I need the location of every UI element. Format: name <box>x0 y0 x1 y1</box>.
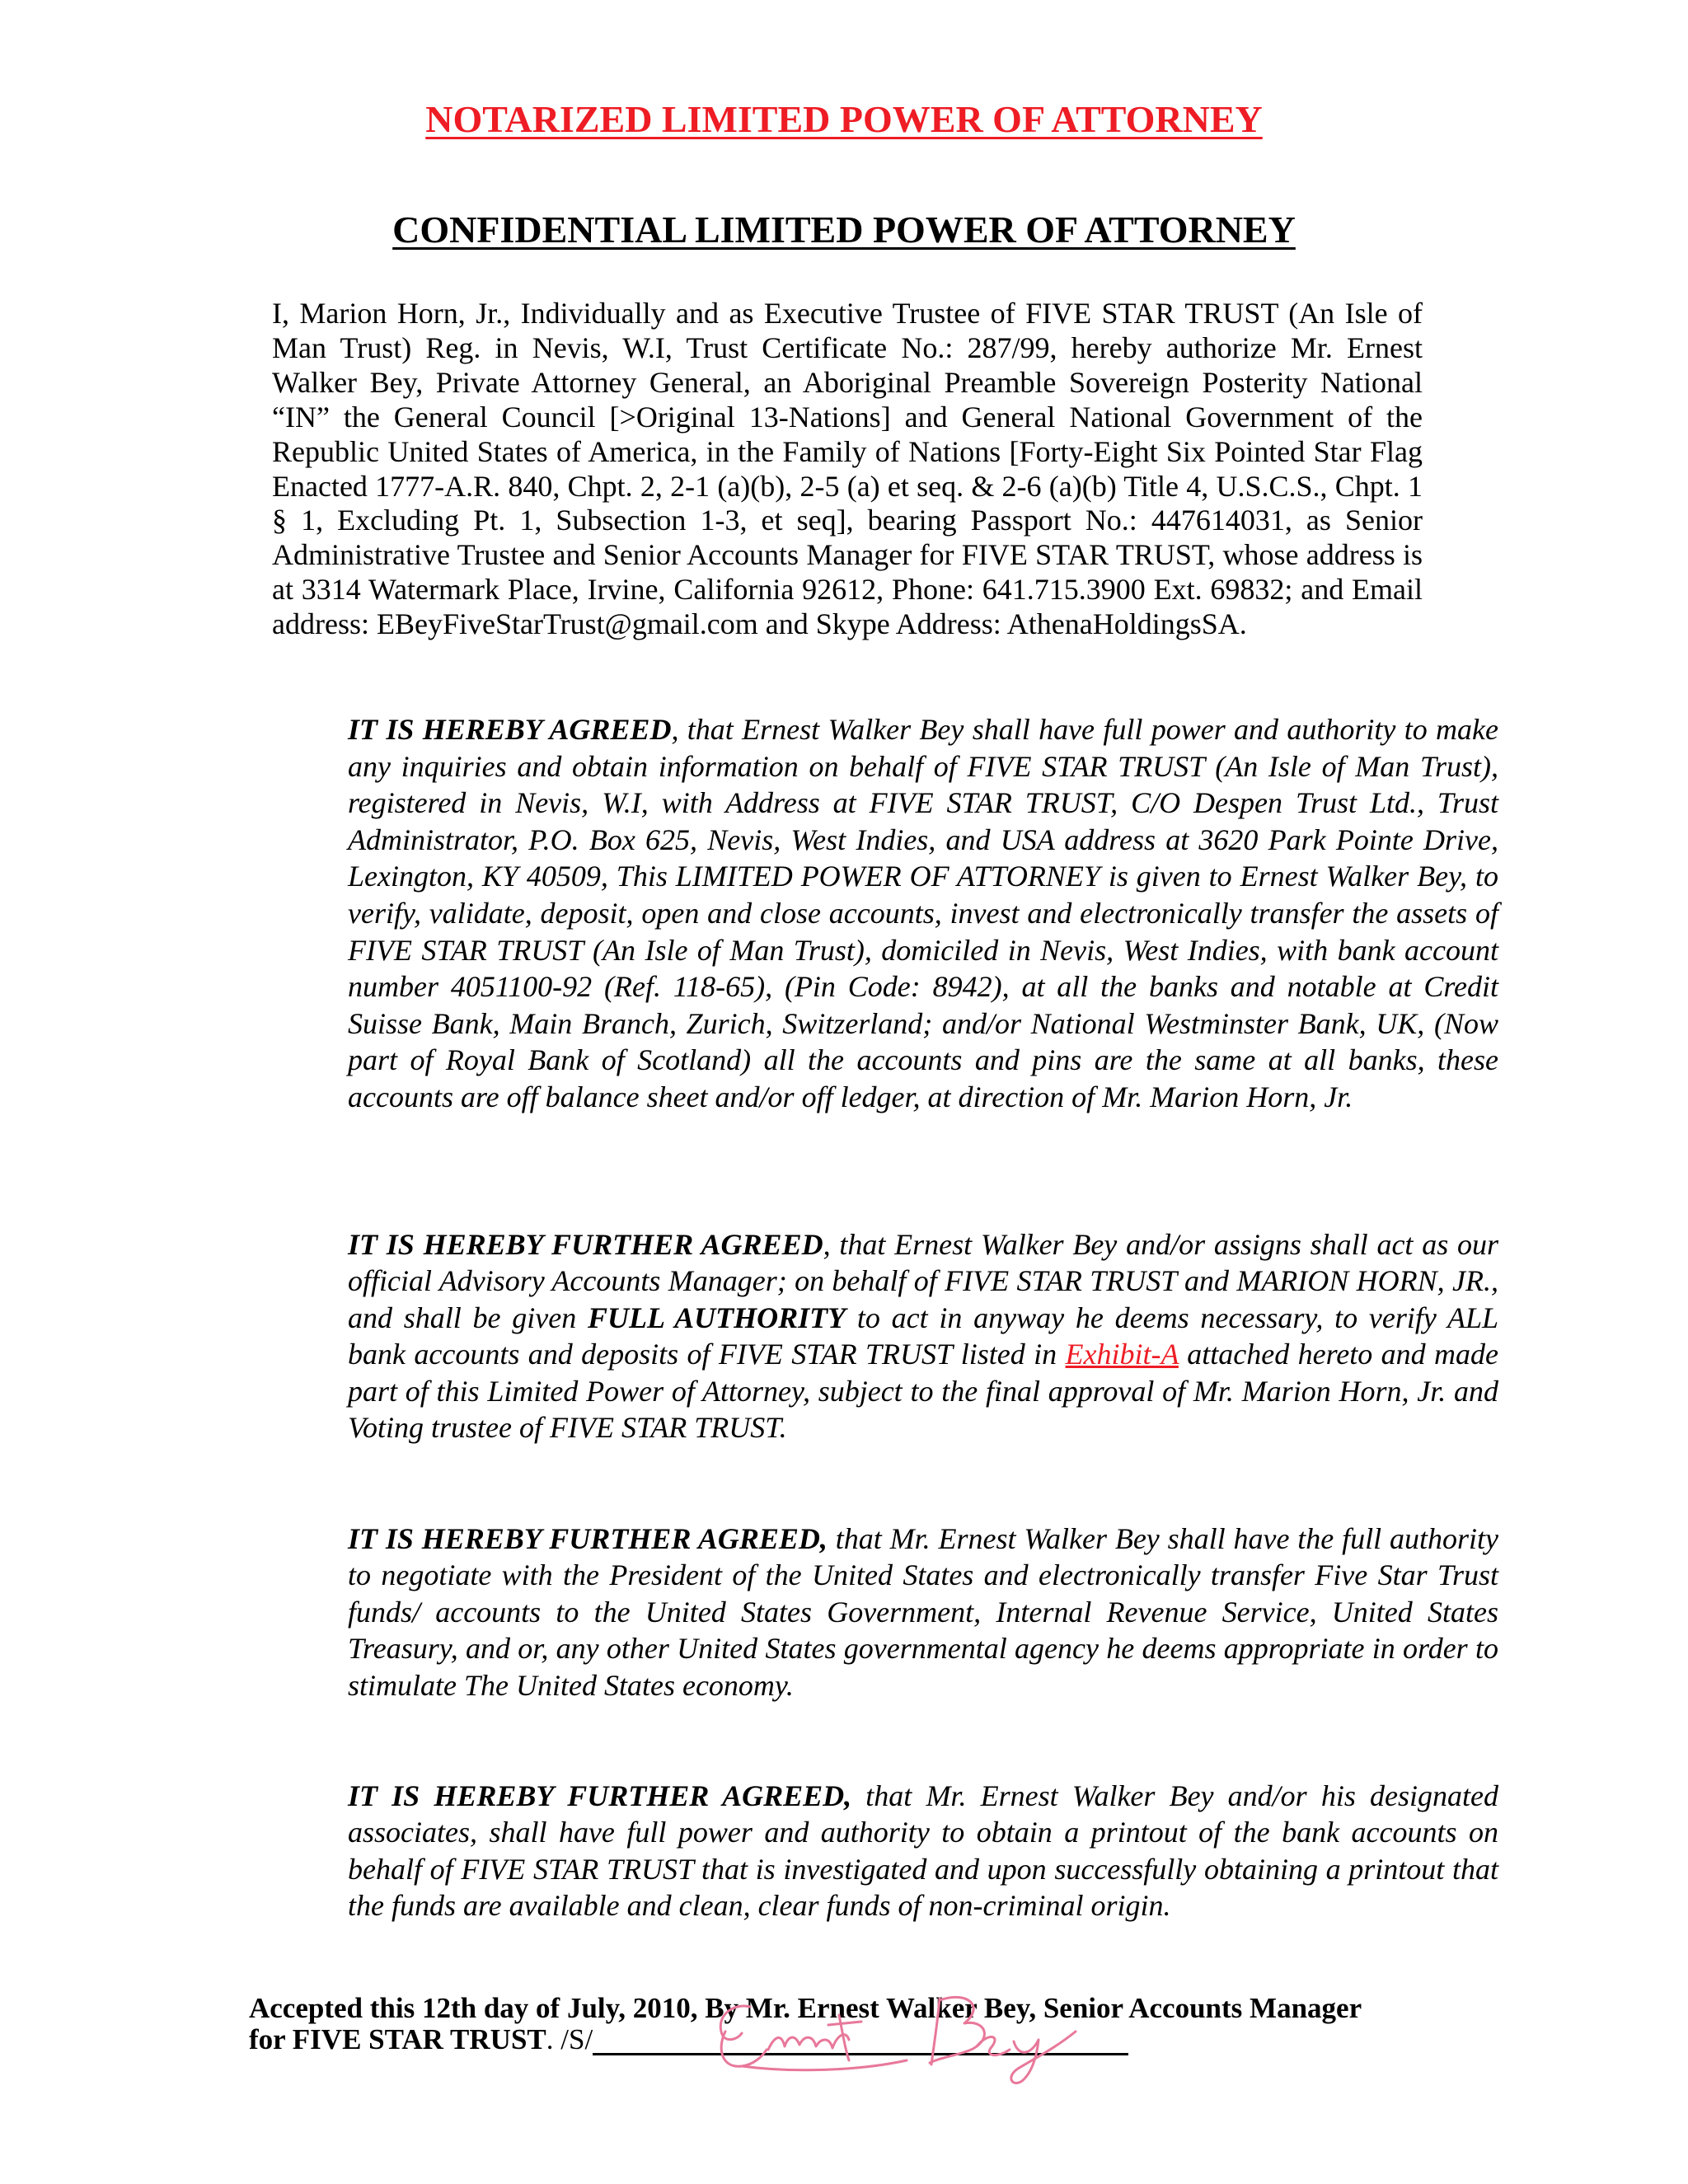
full-authority-text: FULL AUTHORITY <box>588 1301 846 1334</box>
clause-further-1-text-b: to act in anyway he deems necessary, to verify ALL bank accounts and deposits of FIVE STAR TRUST listed in <box>348 1301 1499 1371</box>
notarized-title: NOTARIZED LIMITED POWER OF ATTORNEY <box>425 98 1263 140</box>
intro-paragraph: I, Marion Horn, Jr., Individually and as Executive Trustee of FIVE STAR TRUST (An Isle of Man Trust) Reg. in Nevis, W.I, Trust Certificate No.: 287/99, hereby authorize Mr. Ernest Walker Bey, Private Attorney General, an Aboriginal Preamble Sovereign Posterity National “IN” the General Council [>Original 13-Nations] and General National Government of the Republic United States of America, in the Family of Nations [Forty-Eight Six Pointed Star Flag Enacted 1777-A.R. 840, Chpt. 2, 2-1 (a)(b), 2-5 (a) et seq. & 2-6 (a)(b) Title 4, U.S.C.S., Chpt. 1 § 1, Excluding Pt. 1, Subsection 1-3, et seq], bearing Passport No.: 447614031, as Senior Administrative Trustee and Senior Accounts Manager for FIVE STAR TRUST, whose address is at 3314 Watermark Place, Irvine, California 92612, Phone: 641.715.3900 Ext. 69832; and Email address: EBeyFiveStarTrust@gmail.com and Skype Address: AthenaHoldingsSA. <box>272 297 1423 641</box>
clause-further-1-text-a: , that Ernest Walker Bey and/or assigns shall act as our official Advisory Accounts Manager; on behalf of FIVE STAR TRUST and MARION HORN, JR., and shall be given <box>348 1228 1499 1334</box>
clause-further-agreed-2 <box>272 1521 1498 1704</box>
clause-further-2-text: that Mr. Ernest Walker Bey shall have the full authority to negotiate with the President of the United States and electronically transfer Five Star Trust funds/ accounts to the United States Government, Internal Revenue Service, United States Treasury, and or, any other United States governmental agency he deems appropriate in order to stimulate The United States economy. <box>348 1522 1498 1702</box>
exhibit-a-link[interactable]: Exhibit-A <box>1065 1338 1179 1371</box>
clause-further-agreed-3 <box>272 1778 1498 1924</box>
clause-further-agreed-1 <box>272 1226 1498 1446</box>
clause-further-1-text-c: attached hereto and made part of this Limited Power of Attorney, subject to the final approval of Mr. Marion Horn, Jr. and Voting trustee of FIVE STAR TRUST. <box>348 1338 1498 1445</box>
handwritten-signature <box>692 1974 1088 2089</box>
confidential-title: CONFIDENTIAL LIMITED POWER OF ATTORNEY <box>392 209 1296 251</box>
clause-further-2-lead: IT IS HEREBY FURTHER AGREED, <box>348 1522 828 1555</box>
clause-agreed <box>272 711 1498 1116</box>
clause-further-3-lead: IT IS HEREBY FURTHER AGREED, <box>348 1779 852 1812</box>
clause-further-1-lead: IT IS HEREBY FURTHER AGREED <box>348 1228 823 1261</box>
acceptance-line-1: Accepted this 12th day of July, 2010, By Mr. Ernest Walker Bey, Senior Accounts Manager <box>249 1992 1362 2024</box>
acceptance-signature-prefix: . /S/ <box>546 2023 593 2055</box>
clause-agreed-text: , that Ernest Walker Bey shall have full power and authority to make any inquiries and obtain information on behalf of FIVE STAR TRUST (An Isle of Man Trust), registered in Nevis, W.I, with Address at FIVE STAR TRUST, C/O Despen Trust Ltd., Trust Administrator, P.O. Box 625, Nevis, West Indies, and USA address at 3620 Park Pointe Drive, Lexington, KY 40509, This LIMITED POWER OF ATTORNEY is given to Ernest Walker Bey, to verify, validate, deposit, open and close accounts, invest and electronically transfer the assets of FIVE STAR TRUST (An Isle of Man Trust), domiciled in Nevis, West Indies, with bank account number 4051100-92 (Ref. 118-65), (Pin Code: 8942), at all the banks and notable at Credit Suisse Bank, Main Branch, Zurich, Switzerland; and/or National Westminster Bank, UK, (Now part of Royal Bank of Scotland) all the accounts and pins are the same at all banks, these accounts are off balance sheet and/or off ledger, at direction of Mr. Marion Horn, Jr. <box>348 713 1498 1113</box>
acceptance-trust-name: for FIVE STAR TRUST <box>249 2023 546 2055</box>
clause-further-3-text: that Mr. Ernest Walker Bey and/or his designated associates, shall have full power and authority to obtain a printout of the bank accounts on behalf of FIVE STAR TRUST that is investigated and upon successfully obtaining a printout that the funds are available and clean, clear funds of non-criminal origin. <box>348 1779 1498 1923</box>
clause-agreed-lead: IT IS HEREBY AGREED <box>348 713 672 746</box>
